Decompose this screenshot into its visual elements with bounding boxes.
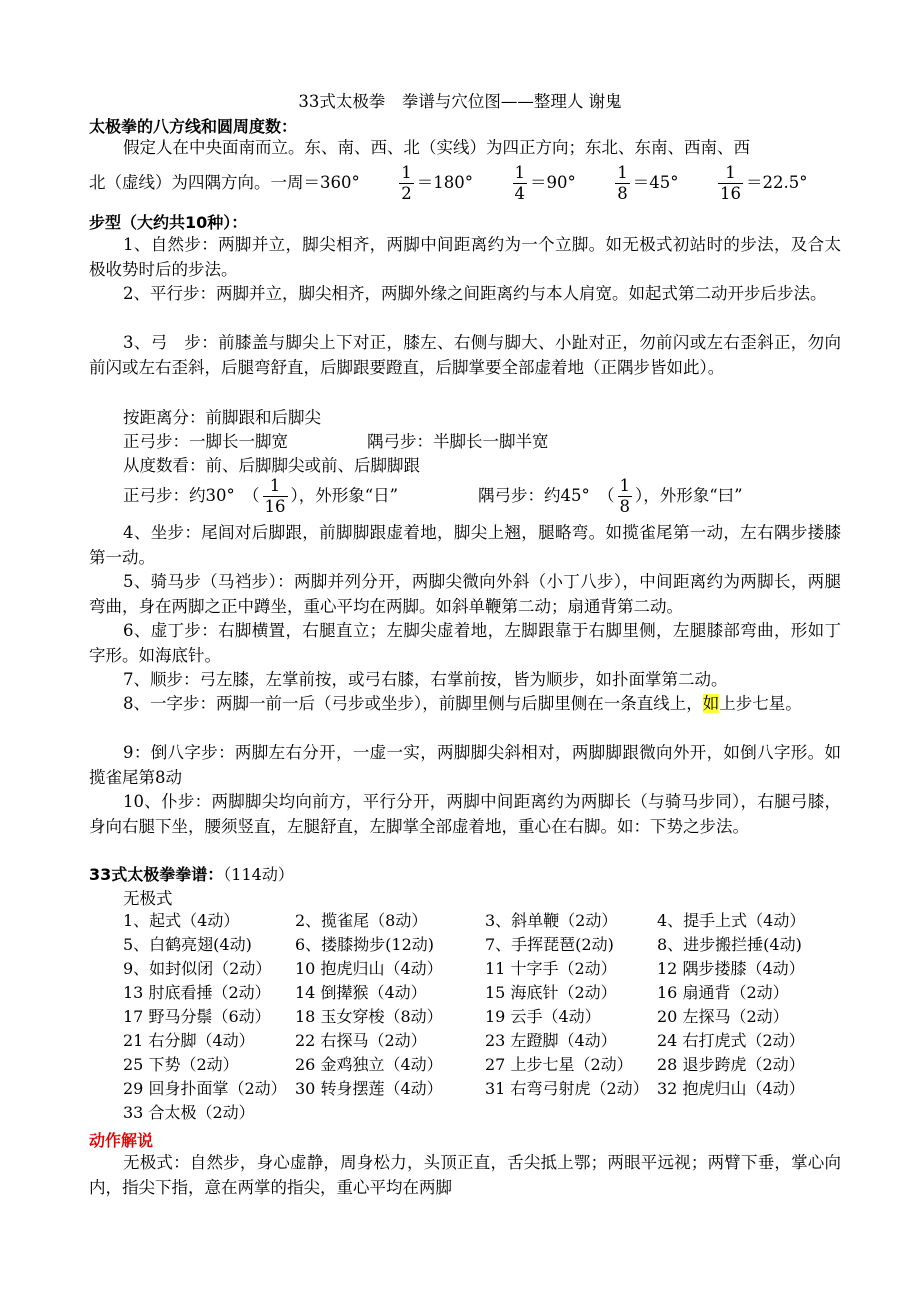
form-item: 16 扇通背（2动）	[657, 982, 789, 1002]
fraction-den: 16	[264, 497, 286, 516]
yu-distance: 隅弓步：半脚长一脚半宽	[367, 432, 549, 451]
form-item: 25 下势（2动）	[123, 1054, 239, 1074]
forms-row	[123, 1099, 837, 1123]
zheng-degree	[123, 476, 398, 517]
yu-degree	[478, 476, 743, 517]
degree-intro: 北（虚线）为四隅方向。一周＝360°	[89, 173, 360, 192]
form-item: 22 右探马（2动）	[295, 1030, 427, 1050]
form-item: 1、起式（4动）	[123, 910, 240, 930]
fraction-value: ＝180°	[416, 173, 473, 192]
yu-degree-text: 隅弓步：约45° （	[478, 486, 615, 505]
paragraph-text: 假定人在中央面南而立。东、南、西、北（实线）为四正方向；东北、东南、西南、西	[123, 138, 750, 157]
form-item: 29 回身扑面掌（2动）	[123, 1078, 287, 1098]
stance-9: 9：倒八字步：两脚左右分开，一虚一实，两脚脚尖斜相对，两脚脚跟微向外开，如倒八字形。如揽雀尾第8动	[89, 743, 841, 787]
fraction-num: 1	[718, 163, 743, 184]
fraction-value: ＝45°	[632, 173, 679, 192]
forms-row	[123, 1003, 837, 1027]
fraction-den: 2	[401, 184, 412, 203]
stance-8-text: 8、一字步：两脚一前一后（弓步或坐步），前脚里侧与后脚里侧在一条直线上，	[123, 694, 703, 713]
fraction-den: 8	[617, 184, 628, 203]
zheng-distance: 正弓步：一脚长一脚宽	[123, 432, 288, 451]
fraction-value: ＝90°	[530, 173, 576, 192]
fraction-den: 8	[619, 497, 630, 516]
form-item: 10 抱虎归山（4动）	[295, 958, 443, 978]
fraction-num: 1	[514, 163, 525, 182]
stance-4: 4、坐步：尾闾对后脚跟，前脚脚跟虚着地，脚尖上翘，腿略弯。如揽雀尾第一动，左右隅步搂膝第一动。	[89, 523, 841, 567]
fraction-eighth	[615, 163, 630, 204]
forms-row	[123, 931, 837, 955]
distance-label: 按距离分：前脚跟和后脚尖	[123, 408, 321, 427]
forms-row	[123, 1051, 837, 1075]
highlighted-char: 如	[702, 694, 720, 713]
form-item: 2、揽雀尾（8动）	[295, 910, 428, 930]
form-item: 9、如封似闭（2动）	[123, 958, 272, 978]
yu-degree-shape: ），外形象“曰”	[635, 486, 743, 505]
form-item: 11 十字手（2动）	[485, 958, 617, 978]
forms-row	[123, 955, 837, 979]
form-item: 28 退步跨虎（2动）	[657, 1054, 805, 1074]
form-item: 26 金鸡独立（4动）	[295, 1054, 443, 1074]
fraction-quarter	[513, 163, 528, 204]
zheng-degree-shape: ），外形象“日”	[290, 486, 399, 505]
fraction-eighth	[618, 476, 633, 517]
forms-row	[123, 907, 837, 931]
form-item: 4、提手上式（4动）	[657, 910, 806, 930]
fraction-den: 16	[720, 184, 741, 203]
fraction-half	[399, 163, 414, 204]
form-item	[657, 1099, 837, 1123]
stance-7: 7、顺步：弓左膝，左掌前按，或弓右膝，右掌前按，皆为顺步，如扑面掌第二动。	[123, 670, 728, 689]
form-item: 12 隅步搂膝（4动）	[657, 958, 805, 978]
wuji-label: 无极式	[123, 889, 173, 908]
fraction-sixteenth	[263, 476, 288, 517]
stance-1: 1、自然步：两脚并立，脚尖相齐，两脚中间距离约为一个立脚。如无极式初站时的步法，及合太极收势时后的步法。	[89, 235, 841, 279]
form-item: 14 倒撵猴（4动）	[295, 982, 427, 1002]
stance-8	[89, 692, 841, 717]
fraction-num: 1	[619, 476, 630, 495]
form-item: 6、搂膝拗步(12动)	[295, 934, 435, 954]
form-item: 31 右弯弓射虎（2动）	[485, 1078, 649, 1098]
stance-8-text-end: 上步七星。	[719, 694, 802, 713]
form-item: 24 右打虎式（2动）	[657, 1030, 805, 1050]
form-item: 18 玉女穿梭（8动）	[295, 1006, 443, 1026]
form-item: 33 合太极（2动）	[123, 1102, 255, 1122]
form-item: 13 肘底看捶（2动）	[123, 982, 271, 1002]
form-item: 32 抱虎归山（4动）	[657, 1078, 805, 1098]
form-item: 3、斜单鞭（2动）	[485, 910, 618, 930]
form-item: 8、进步搬拦捶(4动)	[657, 934, 802, 954]
forms-list-body	[123, 907, 837, 1123]
form-item: 23 左蹬脚（4动）	[485, 1030, 617, 1050]
fraction-den: 4	[514, 184, 525, 203]
forms-row	[123, 1075, 837, 1099]
stance-5: 5、骑马步（马裆步）：两脚并列分开，两脚尖微向外斜（小丁八步），中间距离约为两脚长，两腿弯曲，身在两脚之正中蹲坐，重心平均在两脚。如斜单鞭第二动；扇通背第二动。	[89, 572, 841, 616]
paragraph-directions	[89, 136, 841, 161]
form-item: 20 左探马（2动）	[657, 1006, 789, 1026]
form-item: 30 转身摆莲（4动）	[295, 1078, 443, 1098]
section-heading-forms	[89, 862, 294, 885]
section-heading-explanation: 动作解说	[89, 1131, 154, 1150]
fraction-num: 1	[263, 476, 288, 497]
stance-3: 3、弓 步：前膝盖与脚尖上下对正，膝左、右侧与脚大、小趾对正，勿前闪或左右歪斜正，勿向前闪或左右歪斜，后腿弯舒直，后脚跟要蹬直，后脚掌要全部虚着地（正隅步皆如此）。	[89, 333, 841, 377]
form-item: 27 上步七星（2动）	[485, 1054, 633, 1074]
fraction-num: 1	[401, 163, 412, 182]
explanation-wuji: 无极式：自然步，身心虚静，周身松力，头顶正直，舌尖抵上鄂；两眼平远视；两臂下垂，掌心向内，指尖下指，意在两掌的指尖，重心平均在两脚	[89, 1153, 841, 1197]
forms-row	[123, 1027, 837, 1051]
section-heading-directions: 太极拳的八方线和圆周度数：	[89, 117, 298, 136]
section-heading-stances: 步型（大约共10种）：	[89, 213, 248, 232]
fraction-value: ＝22.5°	[746, 173, 808, 192]
form-item: 19 云手（4动）	[485, 1006, 601, 1026]
document-title: 33式太极拳 拳谱与穴位图——整理人 谢鬼	[298, 92, 622, 111]
form-item: 15 海底针（2动）	[485, 982, 617, 1002]
form-item: 17 野马分鬃（6动）	[123, 1006, 271, 1026]
degree-line	[89, 163, 808, 204]
fraction-num: 1	[617, 163, 628, 182]
stance-2: 2、平行步：两脚并立，脚尖相齐，两脚外缘之间距离约与本人肩宽。如起式第二动开步后步法。	[123, 284, 827, 303]
form-item	[295, 1099, 485, 1123]
zheng-degree-text: 正弓步：约30° （	[123, 486, 260, 505]
form-item: 21 右分脚（4动）	[123, 1030, 255, 1050]
forms-heading-count: （114动）	[223, 865, 294, 884]
forms-list	[123, 907, 837, 1123]
stance-10: 10、仆步：两脚脚尖均向前方，平行分开，两脚中间距离约为两脚长（与骑马步同），右腿弓膝，身向右腿下坐，腰须竖直，左腿舒直，左脚掌全部虚着地，重心在右脚。如：下势之步法。	[89, 792, 841, 836]
stance-6: 6、虚丁步：右脚横置，右腿直立；左脚尖虚着地，左脚跟靠于右脚里侧，左腿膝部弯曲，形如丁字形。如海底针。	[89, 621, 841, 665]
forms-heading-text: 33式太极拳拳谱：	[89, 865, 224, 884]
form-item: 5、白鹤亮翅(4动)	[123, 934, 252, 954]
form-item	[485, 1099, 657, 1123]
forms-row	[123, 979, 837, 1003]
form-item: 7、手挥琵琶(2动)	[485, 934, 614, 954]
fraction-sixteenth	[718, 163, 743, 204]
degree-label: 从度数看：前、后脚脚尖或前、后脚脚跟	[123, 456, 420, 475]
